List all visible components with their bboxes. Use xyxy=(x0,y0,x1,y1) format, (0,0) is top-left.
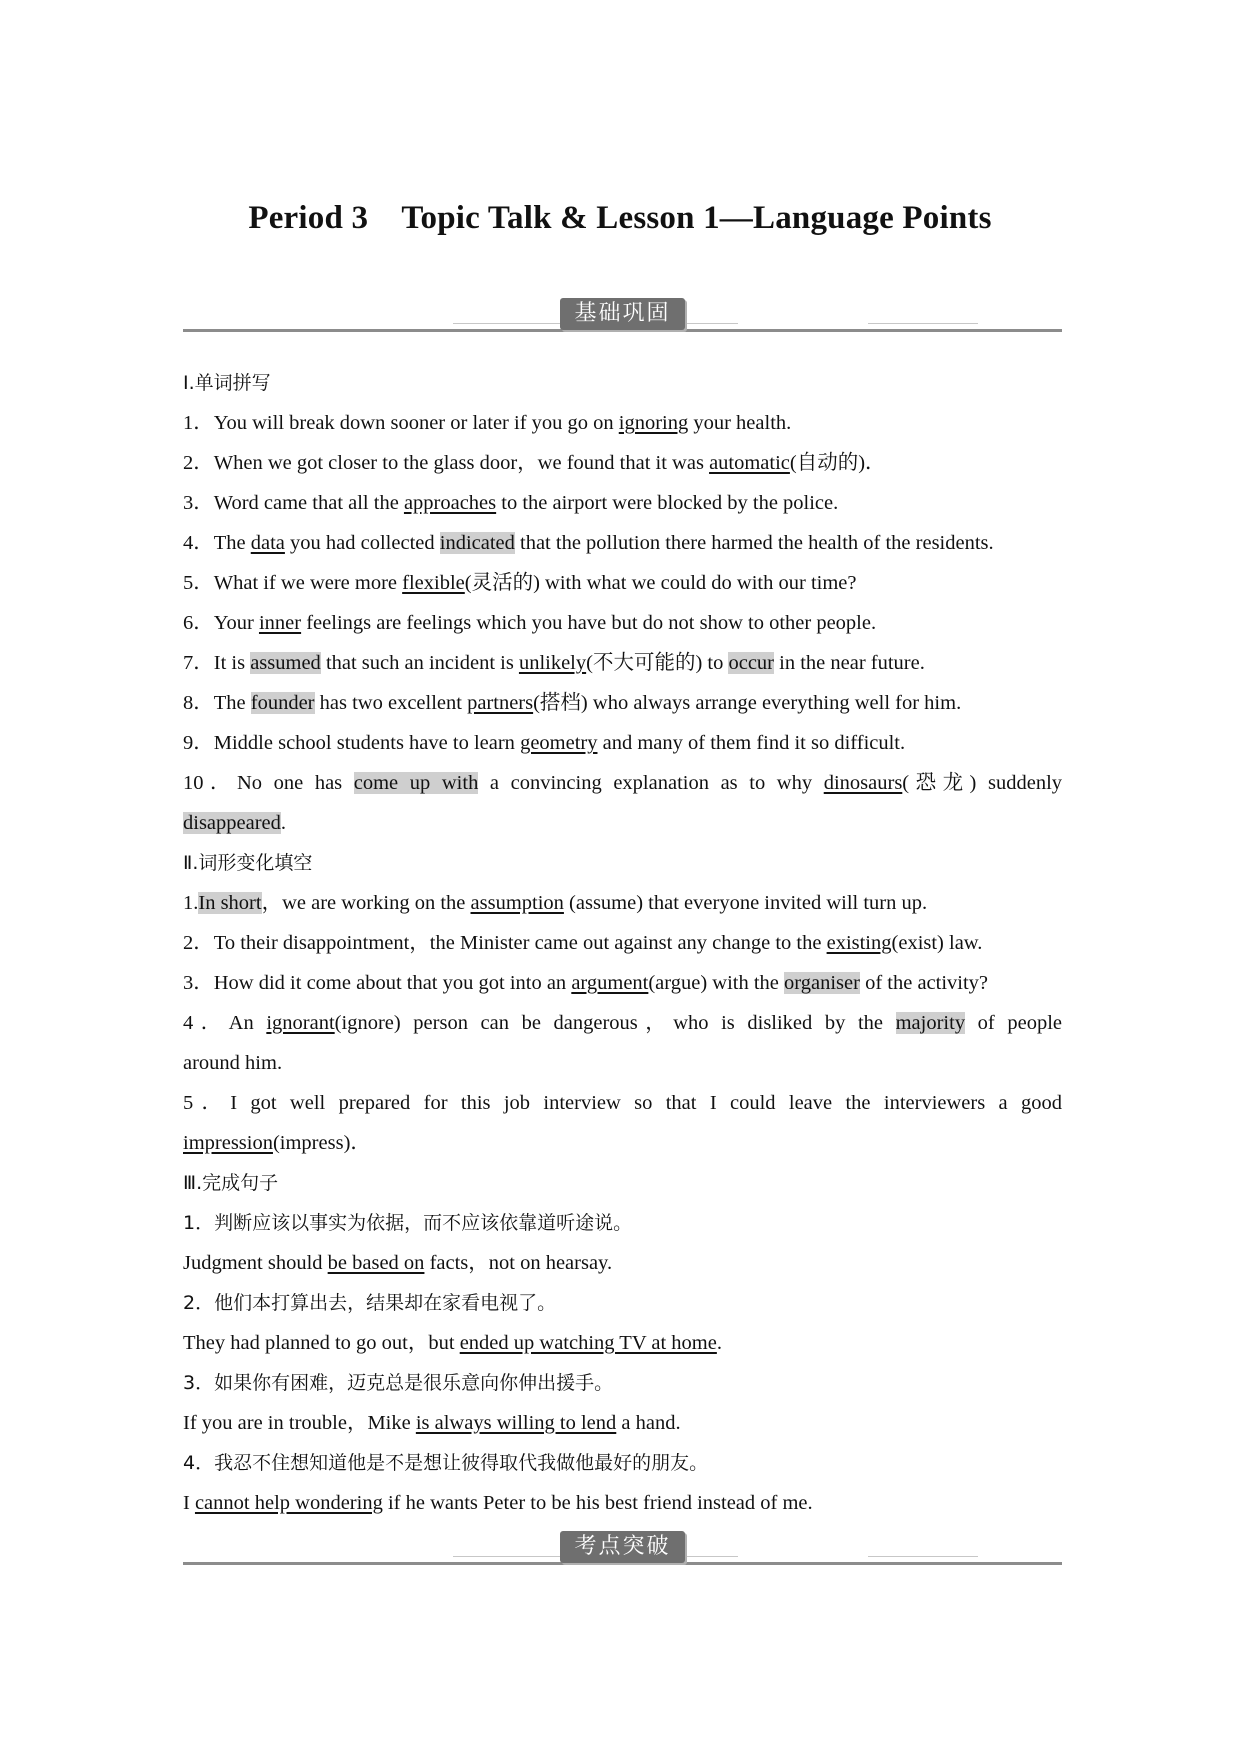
text: (不大可能的) to xyxy=(586,652,729,674)
text: 4．An xyxy=(183,1012,267,1034)
exercise-item xyxy=(183,683,1062,723)
highlighted-word: founder xyxy=(250,692,315,714)
section-banner-keypoints xyxy=(183,1531,1062,1571)
exercise-item-continued xyxy=(183,1123,1062,1163)
text: (ignore) person can be dangerous，who is disliked by the xyxy=(334,1012,896,1034)
exercise-item xyxy=(183,923,1062,963)
chinese-prompt: 1．判断应该以事实为依据，而不应该依靠道听途说。 xyxy=(183,1212,633,1234)
answer: is always willing to lend xyxy=(415,1412,617,1434)
chinese-prompt: 2．他们本打算出去，结果却在家看电视了。 xyxy=(183,1292,557,1314)
exercise-item xyxy=(183,603,1062,643)
text: 9．Middle school students have to learn xyxy=(183,732,521,754)
highlighted-word: indicated xyxy=(439,532,515,554)
answer: be based on xyxy=(327,1252,425,1274)
text: 3．Word came that all the xyxy=(183,492,404,514)
section-banner-basics xyxy=(183,298,1062,338)
exercise-item xyxy=(183,1483,1062,1523)
text: 3．How did it come about that you got into an xyxy=(183,972,572,994)
text: 1．You will break down sooner or later if you go on xyxy=(183,412,619,434)
text: if he wants Peter to be his best friend instead of me. xyxy=(382,1492,813,1514)
highlighted-word: disappeared xyxy=(183,812,281,834)
text: 5．I got well prepared for this job interview so that I could leave the interviewers a good xyxy=(183,1092,1062,1114)
text: 2．When we got closer to the glass door，we found that it was xyxy=(183,452,710,474)
exercise-item-continued xyxy=(183,1043,1062,1083)
answer: argument xyxy=(571,972,649,994)
text: facts，not on hearsay. xyxy=(424,1252,613,1274)
text: that such an incident is xyxy=(320,652,519,674)
text: (灵活的) with what we could do with our time? xyxy=(464,572,857,594)
text: If you are in trouble，Mike xyxy=(183,1412,416,1434)
banner-divider xyxy=(868,1556,978,1557)
text: 6．Your xyxy=(183,612,259,634)
section-heading-2: Ⅱ.词形变化填空 xyxy=(183,852,313,874)
banner-label-basics: 基础巩固 xyxy=(560,298,685,330)
text: . xyxy=(716,1332,722,1354)
text: feelings are feelings which you have but do not show to other people. xyxy=(301,612,877,634)
answer: unlikely xyxy=(518,652,587,674)
banner-label-keypoints: 考点突破 xyxy=(560,1531,685,1563)
text: has two excellent xyxy=(314,692,468,714)
text: that the pollution there harmed the health of the residents. xyxy=(514,532,994,554)
exercise-item xyxy=(183,763,1062,803)
text: in the near future. xyxy=(774,652,925,674)
exercise-item xyxy=(183,563,1062,603)
exercise-item xyxy=(183,1003,1062,1043)
text: I xyxy=(183,1492,195,1514)
exercise-item xyxy=(183,963,1062,1003)
text: 7．It is xyxy=(183,652,251,674)
text: (assume) that everyone invited will turn up. xyxy=(563,892,928,914)
text: . xyxy=(280,812,287,834)
highlighted-word: organiser xyxy=(784,972,860,994)
text: of the activity? xyxy=(859,972,989,994)
text: 5．What if we were more xyxy=(183,572,403,594)
exercise-item xyxy=(183,723,1062,763)
text: (自动的)． xyxy=(789,452,886,474)
text: (exist) law. xyxy=(891,932,983,954)
highlighted-word: In short xyxy=(198,892,262,914)
text: around him. xyxy=(183,1052,283,1074)
answer: partners xyxy=(467,692,534,714)
text: Judgment should xyxy=(183,1252,328,1274)
answer: assumption xyxy=(470,892,564,914)
text: ，we are working on the xyxy=(261,892,471,914)
text: 2．To their disappointment，the Minister came out against any change to the xyxy=(183,932,827,954)
answer: flexible xyxy=(402,572,465,594)
highlighted-word: majority xyxy=(895,1012,966,1034)
answer: existing xyxy=(826,932,892,954)
exercise-item xyxy=(183,403,1062,443)
exercise-item xyxy=(183,523,1062,563)
exercise-item xyxy=(183,883,1062,923)
exercise-item xyxy=(183,1083,1062,1123)
text: They had planned to go out，but xyxy=(183,1332,460,1354)
exercise-item xyxy=(183,1243,1062,1283)
text: you had collected xyxy=(284,532,440,554)
answer: data xyxy=(250,532,285,554)
answer: ignorant xyxy=(266,1012,335,1034)
text: and many of them find it so difficult. xyxy=(597,732,906,754)
text: 10．No one has xyxy=(183,772,354,794)
answer: impression xyxy=(183,1132,273,1154)
highlighted-word: come up with xyxy=(353,772,479,794)
section-heading-3: Ⅲ.完成句子 xyxy=(183,1172,279,1194)
text: 1. xyxy=(183,892,199,914)
answer: ignoring xyxy=(618,412,689,434)
text: 8．The xyxy=(183,692,251,714)
answer: inner xyxy=(258,612,302,634)
answer: geometry xyxy=(520,732,598,754)
answer: ended up watching TV at home xyxy=(459,1332,717,1354)
text: a hand. xyxy=(616,1412,681,1434)
text: (搭档) who always arrange everything well for him. xyxy=(533,692,962,714)
banner-divider xyxy=(868,323,978,324)
page-title: Period 3 Topic Talk & Lesson 1—Language Points xyxy=(248,200,992,236)
text: a convincing explanation as to why xyxy=(478,772,824,794)
text: (argue) with the xyxy=(648,972,785,994)
text: of people xyxy=(965,1012,1062,1034)
highlighted-word: occur xyxy=(728,652,775,674)
text: (impress)． xyxy=(272,1132,371,1154)
exercise-item xyxy=(183,643,1062,683)
exercise-item xyxy=(183,483,1062,523)
exercise-item xyxy=(183,443,1062,483)
section-heading-1: Ⅰ.单词拼写 xyxy=(183,372,271,394)
answer: approaches xyxy=(403,492,497,514)
text: your health. xyxy=(688,412,792,434)
exercise-content xyxy=(183,363,1062,1523)
answer: dinosaurs xyxy=(823,772,903,794)
exercise-item xyxy=(183,1323,1062,1363)
answer: automatic xyxy=(709,452,790,474)
exercise-item xyxy=(183,1403,1062,1443)
exercise-item-continued xyxy=(183,803,1062,843)
highlighted-word: assumed xyxy=(250,652,321,674)
chinese-prompt: 3．如果你有困难，迈克总是很乐意向你伸出援手。 xyxy=(183,1372,614,1394)
text: to the airport were blocked by the police. xyxy=(496,492,839,514)
answer: cannot help wondering xyxy=(194,1492,383,1514)
chinese-prompt: 4．我忍不住想知道他是不是想让彼得取代我做他最好的朋友。 xyxy=(183,1452,709,1474)
text: 4．The xyxy=(183,532,251,554)
text: (恐龙) suddenly xyxy=(902,772,1063,794)
